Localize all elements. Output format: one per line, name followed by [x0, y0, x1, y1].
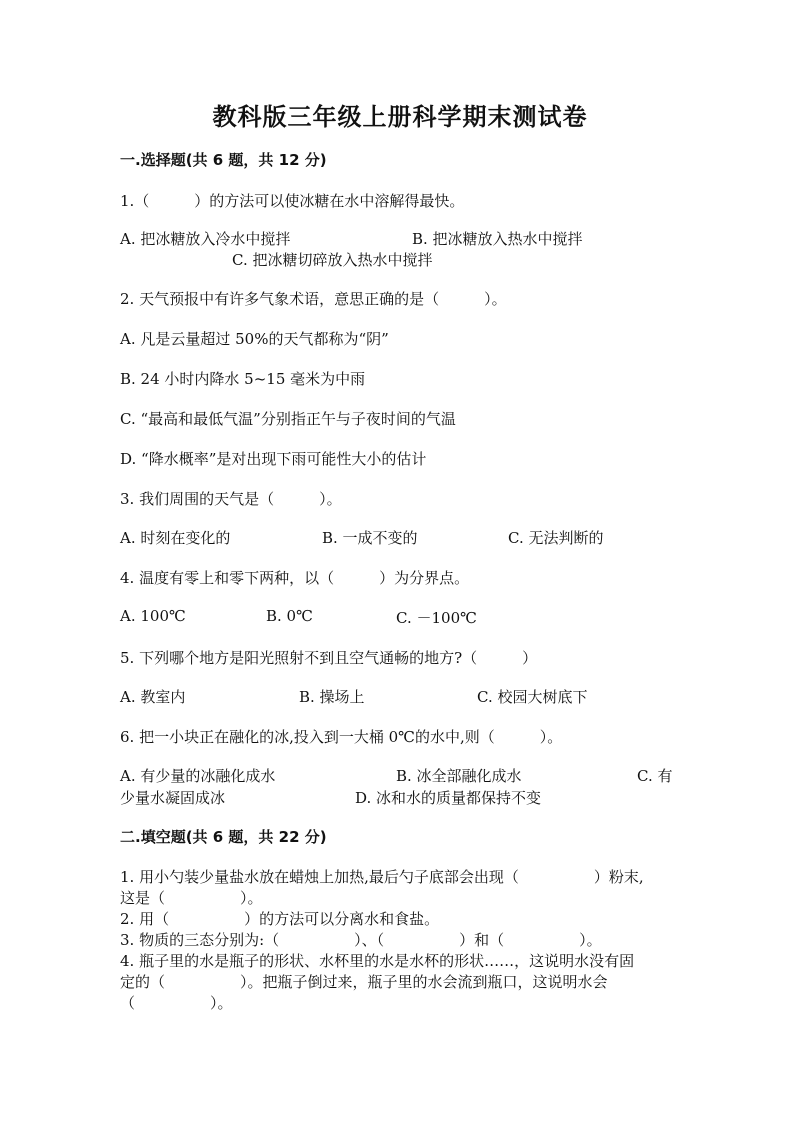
question-1-option-c: C. 把冰糖切碎放入热水中搅拌: [232, 251, 433, 269]
question-2-stem: 2. 天气预报中有许多气象术语，意思正确的是（ ）。: [120, 290, 507, 308]
page-title: 教科版三年级上册科学期末测试卷: [212, 102, 588, 131]
fill-question-1-line-2: 这是（ ）。: [120, 889, 263, 907]
question-6-option-c-continued: 少量水凝固成冰: [120, 789, 226, 807]
question-3-stem: 3. 我们周围的天气是（ ）。: [120, 490, 342, 508]
question-6-stem: 6. 把一小块正在融化的冰,投入到一大桶 0℃的水中,则（ ）。: [120, 728, 563, 746]
question-4-option-b: B. 0℃: [266, 607, 313, 625]
question-4-option-a: A. 100℃: [120, 607, 186, 625]
question-5-option-a: A. 教室内: [120, 688, 186, 706]
question-1-option-a: A. 把冰糖放入冷水中搅拌: [120, 230, 291, 248]
fill-question-4-line-1: 4. 瓶子里的水是瓶子的形状、水杯里的水是水杯的形状……，这说明水没有固: [120, 952, 635, 970]
fill-question-4-line-3: （ ）。: [120, 994, 233, 1012]
question-4-option-c: C. －100℃: [396, 609, 477, 627]
question-3-option-b: B. 一成不变的: [322, 529, 418, 547]
section-1-header: 一.选择题(共 6 题，共 12 分): [120, 151, 327, 169]
section-2-header: 二.填空题(共 6 题，共 22 分): [120, 828, 327, 846]
question-6-option-c: C. 有: [637, 767, 673, 785]
question-5-option-b: B. 操场上: [299, 688, 365, 706]
question-5-option-c: C. 校园大树底下: [477, 688, 588, 706]
fill-question-4-line-2: 定的（ ）。把瓶子倒过来，瓶子里的水会流到瓶口，这说明水会: [120, 973, 608, 991]
question-5-stem: 5. 下列哪个地方是阳光照射不到且空气通畅的地方?（ ）: [120, 649, 538, 667]
question-6-option-d: D. 冰和水的质量都保持不变: [355, 789, 542, 807]
question-2-option-b: B. 24 小时内降水 5~15 毫米为中雨: [120, 370, 366, 388]
question-2-option-c: C. “最高和最低气温”分别指正午与子夜时间的气温: [120, 410, 456, 428]
question-3-option-a: A. 时刻在变化的: [120, 529, 231, 547]
question-6-option-b: B. 冰全部融化成水: [396, 767, 522, 785]
question-3-option-c: C. 无法判断的: [508, 529, 604, 547]
fill-question-2: 2. 用（ ）的方法可以分离水和食盐。: [120, 910, 440, 928]
question-6-option-a: A. 有少量的冰融化成水: [120, 767, 276, 785]
question-2-option-d: D. “降水概率”是对出现下雨可能性大小的估计: [120, 450, 427, 468]
fill-question-1-line-1: 1. 用小勺装少量盐水放在蜡烛上加热,最后勺子底部会出现（ ）粉末,: [120, 868, 644, 886]
question-4-stem: 4. 温度有零上和零下两种，以（ ）为分界点。: [120, 569, 470, 587]
question-1-option-b: B. 把冰糖放入热水中搅拌: [412, 230, 583, 248]
fill-question-3: 3. 物质的三态分别为:（ ）、（ ）和（ ）。: [120, 931, 602, 949]
question-2-option-a: A. 凡是云量超过 50%的天气都称为“阴”: [120, 330, 389, 348]
question-1-stem: 1.（ ）的方法可以使冰糖在水中溶解得最快。: [120, 192, 465, 210]
